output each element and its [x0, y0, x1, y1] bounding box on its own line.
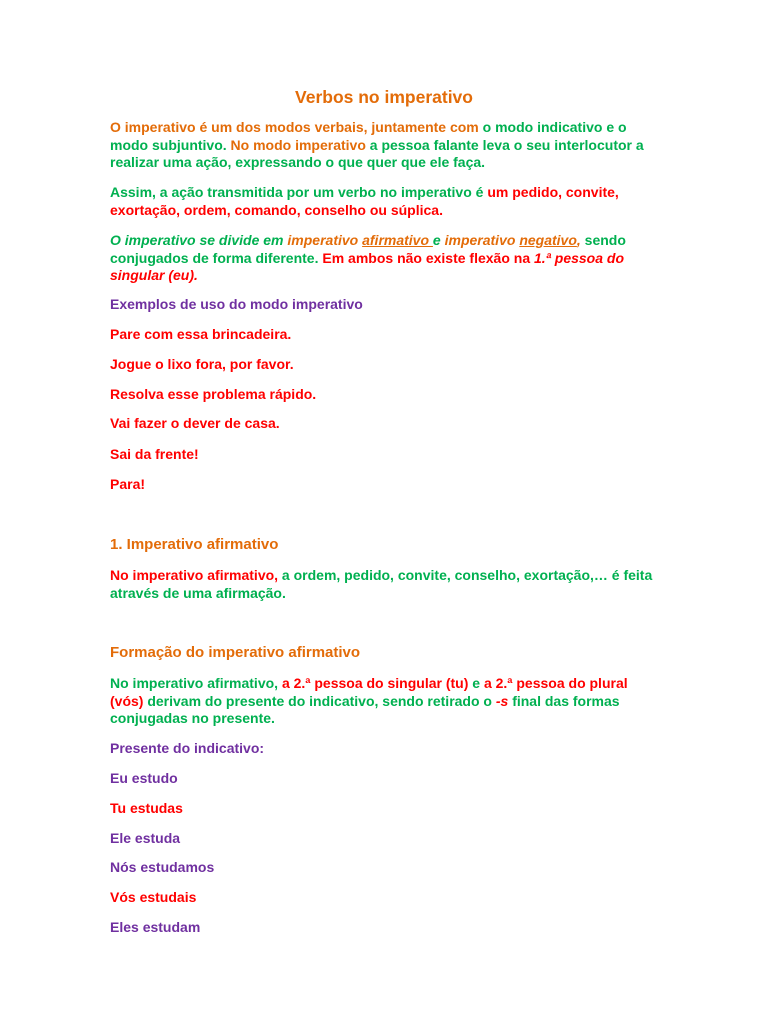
- section1-heading: 1. Imperativo afirmativo: [110, 536, 279, 553]
- intro-text-1: O imperativo é um dos modos verbais, juntamente com: [110, 119, 483, 135]
- assim-paragraph: [110, 184, 655, 219]
- assim-text-1: Assim, a ação transmitida por um verbo no imperativo é: [110, 184, 488, 200]
- conjugation-item: Vós estudais: [110, 889, 197, 905]
- example-item: Vai fazer o dever de casa.: [110, 415, 280, 431]
- example-item: Jogue o lixo fora, por favor.: [110, 356, 294, 372]
- divide-afirmativo: afirmativo: [362, 232, 433, 248]
- example-item: Para!: [110, 476, 146, 492]
- example-item: Resolva esse problema rápido.: [110, 386, 317, 402]
- divide-text-2: imperativo: [287, 232, 363, 248]
- formation-text-5: derivam do presente do indicativo, sendo retirado o: [143, 692, 496, 709]
- divide-paragraph: [110, 232, 655, 285]
- section1-text-2: a ordem, pedido, convite, conselho, exortação,… é feita através de uma afirmação.: [110, 567, 653, 601]
- page-title: Verbos no imperativo: [295, 87, 473, 107]
- divide-text-8: sendo conjugados de forma diferente.: [110, 232, 626, 266]
- divide-text-1: O imperativo se divide em: [110, 232, 288, 248]
- conjugation-item: Eles estudam: [110, 919, 201, 935]
- conjugation-item: Eu estudo: [110, 770, 178, 786]
- conjugation-item: Tu estudas: [110, 800, 183, 816]
- formation-paragraph: [110, 675, 655, 728]
- formation-text-6: -s: [495, 692, 509, 709]
- divide-text-5: imperativo: [440, 232, 520, 248]
- intro-text-4: a pessoa falante leva o seu interlocutor a realizar uma ação, expressando o que quer que ele faça.: [110, 136, 644, 170]
- intro-paragraph: [110, 119, 655, 172]
- divide-negativo: negativo: [519, 232, 577, 248]
- intro-text-2: o modo indicativo e o modo subjuntivo.: [110, 119, 627, 153]
- conjugation-item: Nós estudamos: [110, 859, 215, 875]
- divide-text-9: Em ambos não existe flexão na: [318, 249, 535, 266]
- section1-text-1: No imperativo afirmativo,: [110, 567, 279, 583]
- example-item: Pare com essa brincadeira.: [110, 326, 292, 342]
- formation-heading: Formação do imperativo afirmativo: [110, 644, 361, 661]
- formation-text-1: No imperativo afirmativo,: [110, 675, 282, 691]
- formation-text-2: a 2.ª pessoa do singular (tu): [281, 675, 469, 691]
- example-item: Sai da frente!: [110, 446, 199, 462]
- divide-comma: ,: [576, 232, 581, 248]
- present-heading: Presente do indicativo:: [110, 740, 265, 756]
- conjugation-item: Ele estuda: [110, 830, 181, 846]
- divide-text-e: e: [432, 232, 441, 248]
- section1-paragraph: [110, 567, 655, 602]
- divide-text-10: 1.ª pessoa do singular (eu).: [110, 249, 625, 283]
- formation-text-7: final das formas conjugadas no presente.: [110, 692, 620, 726]
- formation-text-4: a 2.ª pessoa do plural (vós): [110, 675, 628, 709]
- examples-heading: Exemplos de uso do modo imperativo: [110, 296, 363, 312]
- intro-text-3: No modo imperativo: [226, 136, 370, 153]
- assim-text-2: um pedido, convite, exortação, ordem, comando, conselho ou súplica.: [110, 184, 619, 218]
- formation-text-3: e: [468, 675, 484, 691]
